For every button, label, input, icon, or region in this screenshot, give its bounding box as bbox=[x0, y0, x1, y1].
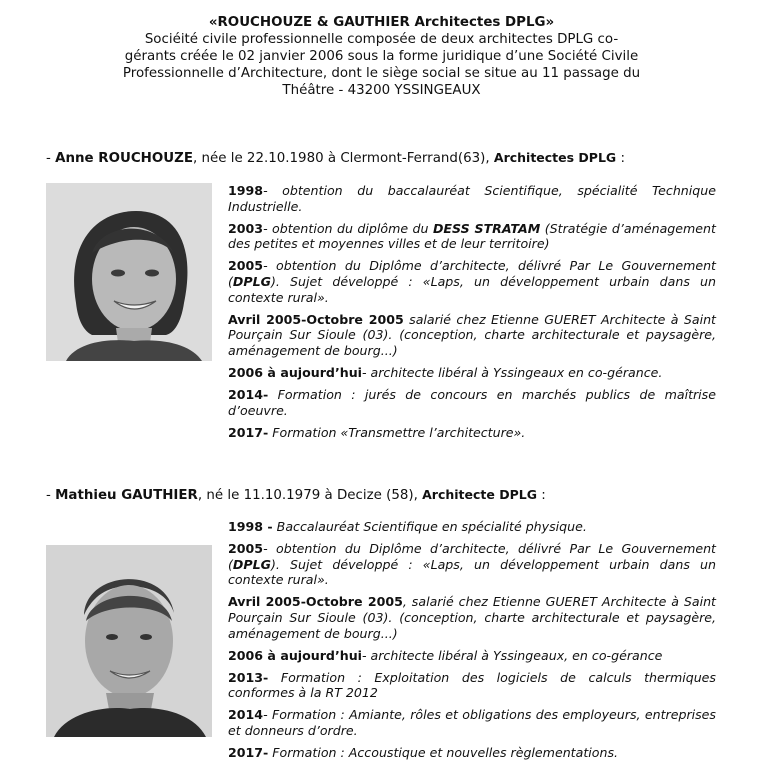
entry-text-part: - obtention du diplôme du bbox=[263, 220, 433, 236]
firm-description-line-3: Professionnelle d’Architecture, dont le siège social se situe au 11 passage du bbox=[122, 66, 641, 81]
entry-year: 2014- bbox=[228, 387, 269, 403]
person-name: Mathieu GAUTHIER bbox=[55, 488, 198, 503]
entry-text: Formation : Exploitation des logiciels de calculs thermiques conformes à la RT 2012 bbox=[228, 669, 716, 701]
entry-text: Formation : jurés de concours en marchés publics de maîtrise d’oeuvre. bbox=[228, 387, 716, 418]
photo-anne bbox=[46, 183, 212, 361]
portrait-man-image bbox=[46, 545, 212, 737]
person-heading-anne bbox=[46, 150, 625, 166]
entry-year: 2006 à aujourd’hui bbox=[228, 364, 362, 380]
entry-text: , salarié chez Etienne GUERET Architecte à Saint Pourçain Sur Sioule (03). (conception, charte architecturale et paysagère, aménagement de bourg...) bbox=[228, 594, 716, 641]
entry-text bbox=[228, 221, 716, 252]
career-entry bbox=[228, 519, 716, 535]
entry-year: 2013- bbox=[228, 669, 269, 685]
entry-year: 1998 - bbox=[228, 519, 273, 534]
entry-text: Formation : Accoustique et nouvelles règlementations. bbox=[268, 745, 619, 761]
heading-colon: : bbox=[537, 488, 546, 503]
entry-text bbox=[228, 541, 716, 587]
entry-text: - Formation : Amiante, rôles et obligations des employeurs, entreprises et donneurs d’ordre. bbox=[228, 707, 716, 739]
entry-year: Avril 2005-Octobre 2005 bbox=[228, 594, 403, 610]
document-header bbox=[0, 14, 763, 99]
person-birth: , née le 22.10.1980 à Clermont-Ferrand(63), bbox=[192, 151, 494, 166]
entry-year: 2006 à aujourd’hui bbox=[228, 647, 362, 663]
entry-text: - obtention du baccalauréat Scientifique, spécialité Technique Industrielle. bbox=[228, 183, 716, 214]
career-entry bbox=[228, 648, 716, 664]
entry-text: - architecte libéral à Yssingeaux en co-gérance. bbox=[361, 364, 663, 380]
entry-text: salarié chez Etienne GUERET Architecte à Saint Pourçain Sur Sioule (03). (conception, charte architecturale et paysagère, aménagement de bourg...) bbox=[228, 311, 716, 358]
firm-description-line-1: Sociéité civile professionnelle composée de deux architectes DPLG co- bbox=[144, 32, 619, 47]
heading-colon: : bbox=[616, 151, 625, 166]
portrait-woman-image bbox=[46, 183, 212, 361]
career-entry bbox=[228, 221, 716, 252]
entry-year: Avril 2005-Octobre 2005 bbox=[228, 311, 404, 327]
career-entry bbox=[228, 365, 716, 381]
firm-description-line-2: gérants créée le 02 janvier 2006 sous la forme juridique d’une Société Civile bbox=[124, 49, 639, 64]
entry-text-part: (Stratégie d’aménagement des petites et moyennes villes et de leur territoire) bbox=[228, 220, 716, 252]
entry-bold-term: DESS STRATAM bbox=[432, 220, 541, 236]
anne-career-list bbox=[228, 183, 716, 447]
career-entry bbox=[228, 670, 716, 701]
career-entry bbox=[228, 425, 716, 441]
entry-year: 2005 bbox=[228, 541, 264, 557]
person-role: Architecte DPLG bbox=[422, 487, 537, 502]
person-role: Architectes DPLG bbox=[493, 150, 617, 165]
entry-text-part: - obtention du Diplôme d’architecte, délivré Par Le Gouvernement ( bbox=[228, 541, 716, 572]
entry-year: 2003 bbox=[228, 220, 264, 236]
career-entry bbox=[228, 387, 716, 418]
entry-text: - architecte libéral à Yssingeaux, en co-gérance bbox=[361, 647, 663, 663]
entry-bold-term: DPLG bbox=[232, 273, 271, 289]
person-birth: , né le 11.10.1979 à Decize (58), bbox=[197, 488, 423, 503]
career-entry bbox=[228, 745, 716, 761]
heading-dash: - bbox=[46, 151, 56, 166]
entry-year: 2005 bbox=[228, 258, 264, 274]
person-name: Anne ROUCHOUZE bbox=[55, 151, 193, 166]
career-entry bbox=[228, 707, 716, 738]
career-entry bbox=[228, 541, 716, 588]
entry-text-part: ). Sujet développé : «Laps, un développement urbain dans un contexte rural». bbox=[228, 556, 716, 588]
entry-year: 1998 bbox=[228, 183, 264, 198]
entry-year: 2017- bbox=[228, 424, 269, 440]
entry-text bbox=[228, 258, 716, 304]
firm-description-line-4: Théâtre - 43200 YSSINGEAUX bbox=[282, 83, 481, 98]
photo-mathieu bbox=[46, 545, 212, 737]
entry-text-part: - obtention du Diplôme d’architecte, délivré Par Le Gouvernement ( bbox=[228, 258, 716, 289]
firm-title: «ROUCHOUZE & GAUTHIER Architectes DPLG» bbox=[208, 15, 555, 30]
mathieu-career-list bbox=[228, 519, 716, 767]
entry-year: 2014 bbox=[228, 707, 264, 723]
entry-text: Baccalauréat Scientifique en spécialité physique. bbox=[272, 519, 587, 534]
career-entry bbox=[228, 312, 716, 359]
entry-bold-term: DPLG bbox=[232, 556, 271, 572]
career-entry bbox=[228, 183, 716, 214]
career-entry bbox=[228, 258, 716, 305]
person-heading-mathieu bbox=[46, 487, 546, 503]
heading-dash: - bbox=[46, 488, 56, 503]
entry-year: 2017- bbox=[228, 745, 269, 761]
entry-text: Formation «Transmettre l’architecture». bbox=[268, 424, 526, 440]
entry-text-part: ). Sujet développé : «Laps, un développement urbain dans un contexte rural». bbox=[228, 273, 716, 305]
career-entry bbox=[228, 594, 716, 641]
